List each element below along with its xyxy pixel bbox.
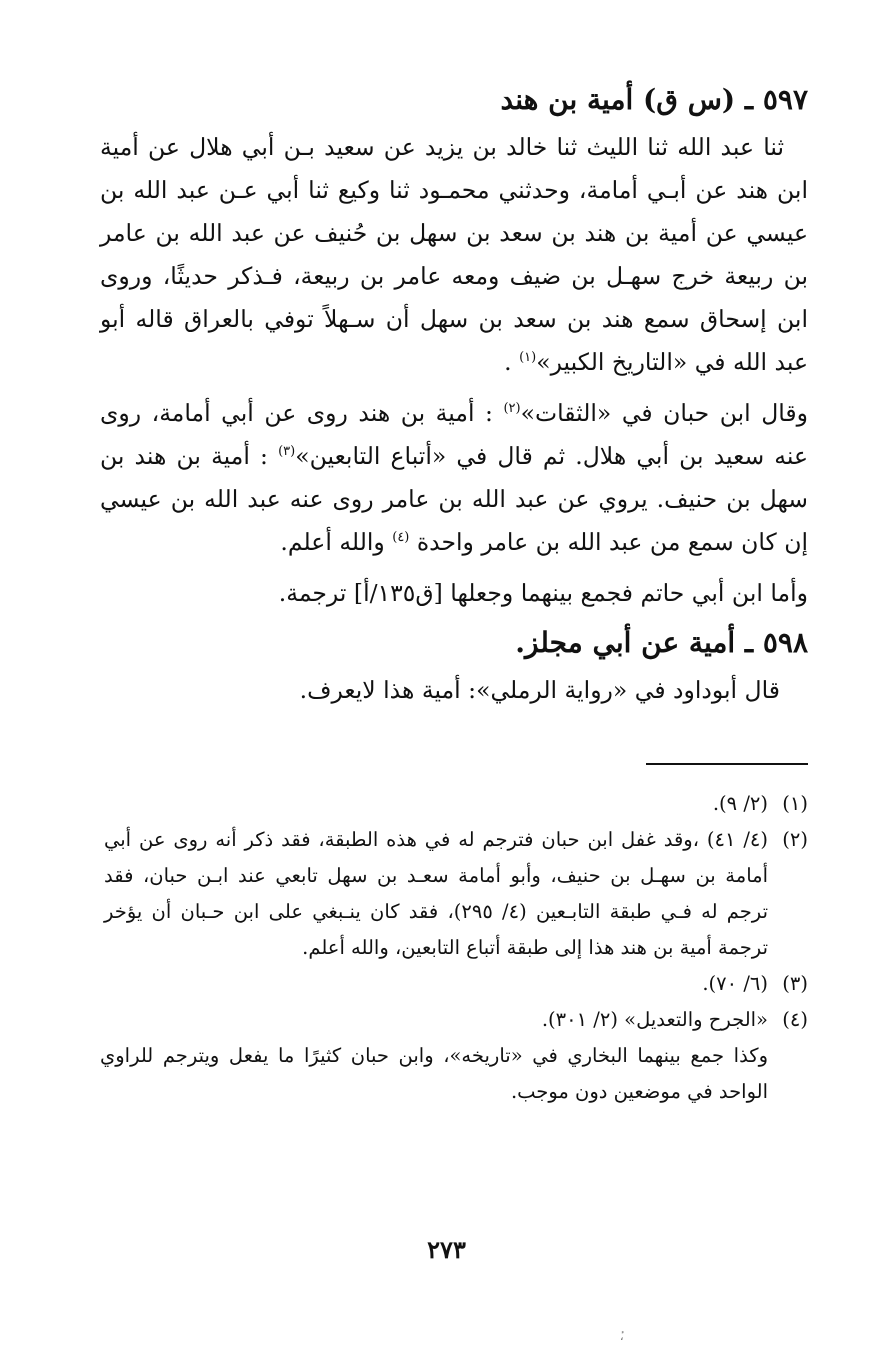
entry-597-paragraph-3: وأما ابن أبي حاتم فجمع بينهما وجعلها [ق١٣٥/أ] ترجمة. [278, 579, 808, 607]
footnote-4 [100, 1002, 808, 1038]
page-number: ٢٧٣ [427, 1235, 466, 1264]
footnote-3 [100, 966, 808, 1002]
entry-597-text-1-end: . [504, 348, 520, 376]
footnote-text: (٤/ ٤١) ،وقد غفل ابن حبان فترجم له في هذه الطبقة، فقد ذكر أنه روى عن أبي أمامة بن سهـل بن حنيف، وأبو أمامة سعـد بن سهل تابعي عند ابـن حبان، فقد ترجم له فـي طبقة التابـعين (٤/ ٢٩٥)، فقد كان ينـبغي على ابن حـبان أن يؤخر ترجمة أمية بن هند هذا إلى طبقة أتباع التابعين، والله أعلم. [104, 828, 768, 959]
footnote-ref-1: (١) [519, 350, 537, 366]
footnote-ref-4: (٤) [392, 530, 410, 546]
footnote-text: (٢/ ٩). [712, 792, 768, 815]
footnote-ref-2: (٢) [503, 401, 521, 417]
entry-597-text-2a: وقال ابن حبان في «الثقات» [520, 399, 809, 427]
footnote-2 [100, 822, 808, 966]
entry-597-text-2c: : أمية بن هند بن سهل بن حنيف. يروي عن عبد الله بن عامر روى عنه عبد الله بن عيسي إن كان سمع من عبد الله بن عامر واحدة [100, 442, 808, 556]
footnote-continuation: وكذا جمع بينهما البخاري في «تاريخه»، وابن حبان كثيرًا ما يفعل ويترجم للراوي الواحد في موضعين دون موجب. [100, 1044, 768, 1103]
footnote-text: «الجرح والتعديل» (٢/ ٣٠١). [541, 1008, 768, 1031]
footnotes [100, 786, 808, 1110]
footnote-number: (٣) [782, 972, 808, 995]
entry-597-paragraph-2 [100, 392, 808, 564]
corner-mark: ،ٔ [620, 1330, 624, 1343]
entry-597-text-2b: : أمية بن هند روى عن أبي أمامة، روى عنه سعيد بن أبي هلال. ثم قال في «أتباع التابعين» [100, 399, 808, 470]
entry-597-text-1: ثنا عبد الله ثنا الليث ثنا خالد بن يزيد عن سعيد بـن أبي هلال عن أمية ابن هند عن أبـي أمامة، وحدثني محمـود ثنا وكيع ثنا أبي عـن عبد الله بن عيسي عن أمية بن هند بن سعد بن سهل بن حُنيف عن عبد الله بن عامر بن ربيعة خرج سهـل بن ضيف ومعه عامر بن ربيعة، فـذكر حديثًا، وروى ابن إسحاق سمع هند بن سعد بن سهل أن سـهلاً توفي بالعراق قاله أبو عبد الله في «التاريخ الكبير» [100, 133, 808, 376]
entry-597-text-2d: والله أعلم. [280, 528, 393, 556]
footnote-number: (٤) [782, 1008, 808, 1031]
footnote-divider [646, 763, 808, 765]
entry-title-597: ٥٩٧ ـ (س ق) أمية بن هند [500, 83, 808, 116]
footnote-number: (١) [782, 792, 808, 815]
footnote-number: (٢) [782, 828, 808, 851]
footnote-ref-3: (٣) [278, 444, 296, 460]
footnote-1 [100, 786, 808, 822]
entry-title-598: ٥٩٨ ـ أمية عن أبي مجلز. [515, 626, 808, 659]
footnote-text: (٦/ ٧٠). [702, 972, 768, 995]
main-text [100, 80, 808, 718]
entry-598-paragraph-1: قال أبوداود في «رواية الرملي»: أمية هذا لايعرف. [299, 676, 780, 704]
entry-597-paragraph-1 [100, 126, 808, 384]
